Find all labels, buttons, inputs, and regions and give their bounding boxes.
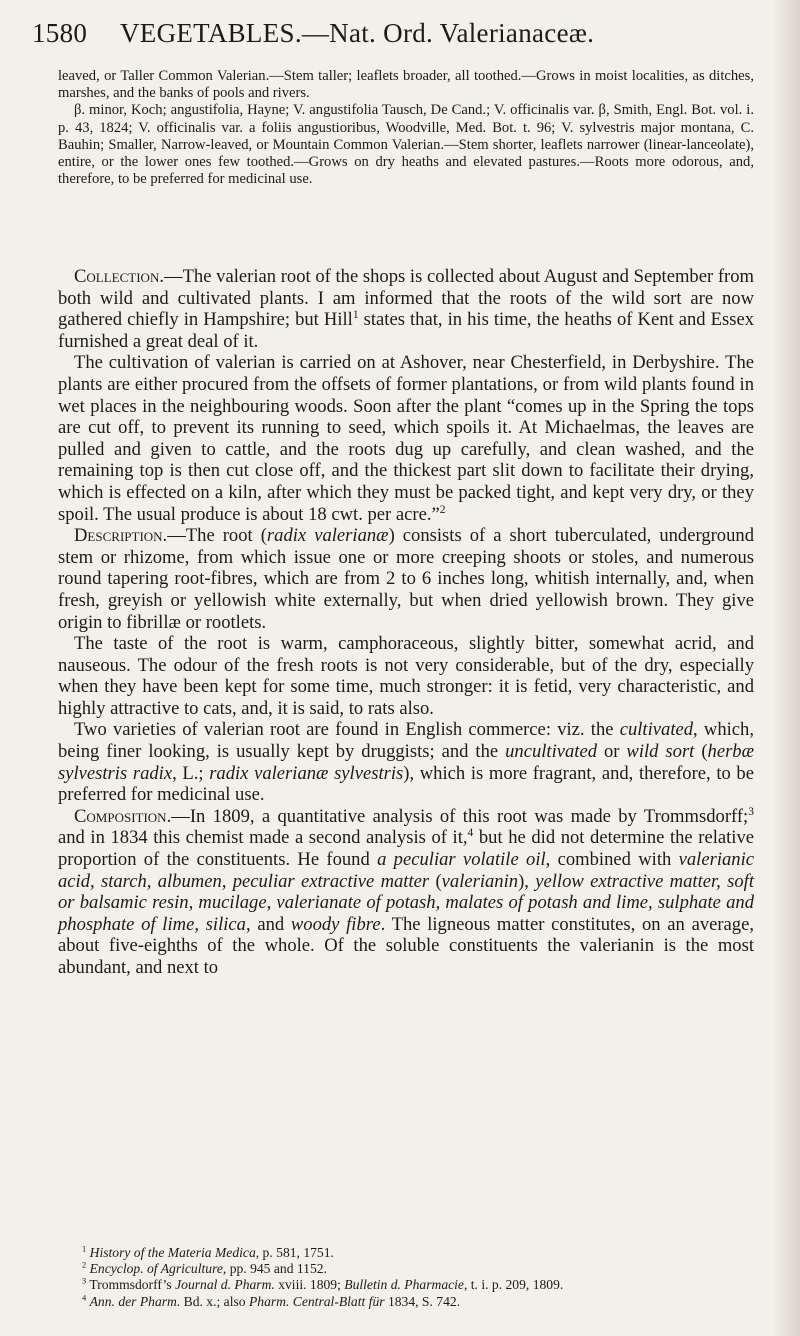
running-title: VEGETABLES.—Nat. Ord. Valerianaceæ. xyxy=(120,18,595,48)
footnote: $^1$ History of the Materia Medica, p. 581, 1751. xyxy=(82,1243,334,1260)
footnote-ref: 4 xyxy=(467,827,474,840)
description-paragraph: Description.—The root (radix valerianæ) consists of a short tuberculated, underground stem or rhizome, from which issue one or more creeping shoots or stoles, and numerous round tapering root-fibres, which are from 2 to 6 inches long, whitish internally, and, when fresh, greyish or yellowish white externally, but when dried yellowish brown. They give origin to fibrillæ or rootlets. xyxy=(58,525,754,633)
footnote: $^3$ Trommsdorff’s Journal d. Pharm. xviii. 1809; Bulletin d. Pharmacie, t. i. p. 209, 1809. xyxy=(82,1275,564,1293)
composition-paragraph: Composition.—In 1809, a quantitative analysis of this root was made by Trommsdorff;$^3$ and in 1834 this chemist made a second analysis of it,$^4$ but he did not determine the relative proportion of the constituents. He found a peculiar volatile oil, combined with valerianic acid, starch, albumen, peculiar extractive matter (valerianin), yellow extractive matter, soft or balsamic resin, mucilage, valerianate of potash, malates of potash and lime, sulphate and phosphate of lime, silica, and woody fibre. The ligneous matter constitutes, on an average, about five-eighths of the whole. Of the soluble constituents the valerianin is the most abundant, and next to xyxy=(58,805,755,978)
paragraph: leaved, or Taller Common Valerian.—Stem taller; leaflets broader, all toothed.—Grows in moist localities, as ditches, marshes, and the banks of pools and rivers. xyxy=(58,68,754,102)
main-text xyxy=(58,266,754,979)
section-heading: Description. xyxy=(74,525,168,547)
footnote-ref: 2 xyxy=(439,503,446,516)
taste-paragraph: The taste of the root is warm, camphoraceous, slightly bitter, somewhat acrid, and nauseous. The odour of the fresh roots is not very considerable, but of the dry, especially when they have been kept for some time, much stronger: it is fetid, very characteristic, and highly attractive to cats, and, it is said, to rats also. xyxy=(58,633,754,719)
varieties-paragraph: Two varieties of valerian root are found in English commerce: viz. the cultivated, which, being finer looking, is usually kept by druggists; and the uncultivated or wild sort (herbæ sylvestris radix, L.; radix valerianæ sylvestris), which is more fragrant, and, therefore, to be preferred for medicinal use. xyxy=(58,719,755,806)
footnote: $^4$ Ann. der Pharm. Bd. x.; also Pharm. Central-Blatt für 1834, S. 742. xyxy=(82,1292,461,1309)
section-heading: Composition. xyxy=(74,805,172,827)
variety-descriptions xyxy=(58,68,754,188)
footnote-ref: 1 xyxy=(352,309,359,321)
page-edge xyxy=(770,0,800,1336)
section-heading: Collection. xyxy=(74,266,164,287)
footnote: $^2$ Encyclop. of Agriculture, pp. 945 and 1152. xyxy=(82,1259,327,1277)
footnote-ref: 3 xyxy=(748,805,754,818)
cultivation-paragraph: The cultivation of valerian is carried on at Ashover, near Chesterfield, in Derbyshire. The plants are either procured from the offsets of former plantations, or from wild plants found in wet places in the neighbouring woods. Soon after the plant “comes up in the Spring the tops are cut off, to prevent its running to seed, which spoils it. At Michaelmas, the leaves are pulled and given to cattle, and the roots dug up carefully, and clean washed, and the remaining top is then cut close off, and the thickest part slit down to facilitate their drying, which is effected on a kiln, after which they must be packed tight, and kept very dry, or they spoil. The usual produce is about 18 cwt. per acre.”$^2$ xyxy=(58,352,754,525)
running-header xyxy=(32,12,752,52)
paragraph: β. minor, Koch; angustifolia, Hayne; V. angustifolia Tausch, De Cand.; V. officinalis var. β, Smith, Engl. Bot. vol. i. p. 43, 1824; V. officinalis var. a foliis angustioribus, Woodville, Med. Bot. t. 96; V. sylvestris major montana, C. Bauhin; Smaller, Narrow-leaved, or Mountain Common Valerian.—Stem shorter, leaflets narrower (linear-lanceolate), entire, or the lower ones few toothed.—Grows on dry heaths and elevated pastures.—Roots more odorous, and, therefore, to be preferred for medicinal use. xyxy=(58,102,754,188)
page-number: 1580 xyxy=(32,18,88,48)
footnotes xyxy=(82,1245,762,1310)
collection-paragraph: Collection.—The valerian root of the shops is collected about August and September from both wild and cultivated plants. I am informed that the roots of the wild sort are now gathered chiefly in Hampshire; but Hill$^1$ states that, in his time, the heaths of Kent and Essex furnished a great deal of it. xyxy=(58,266,754,352)
